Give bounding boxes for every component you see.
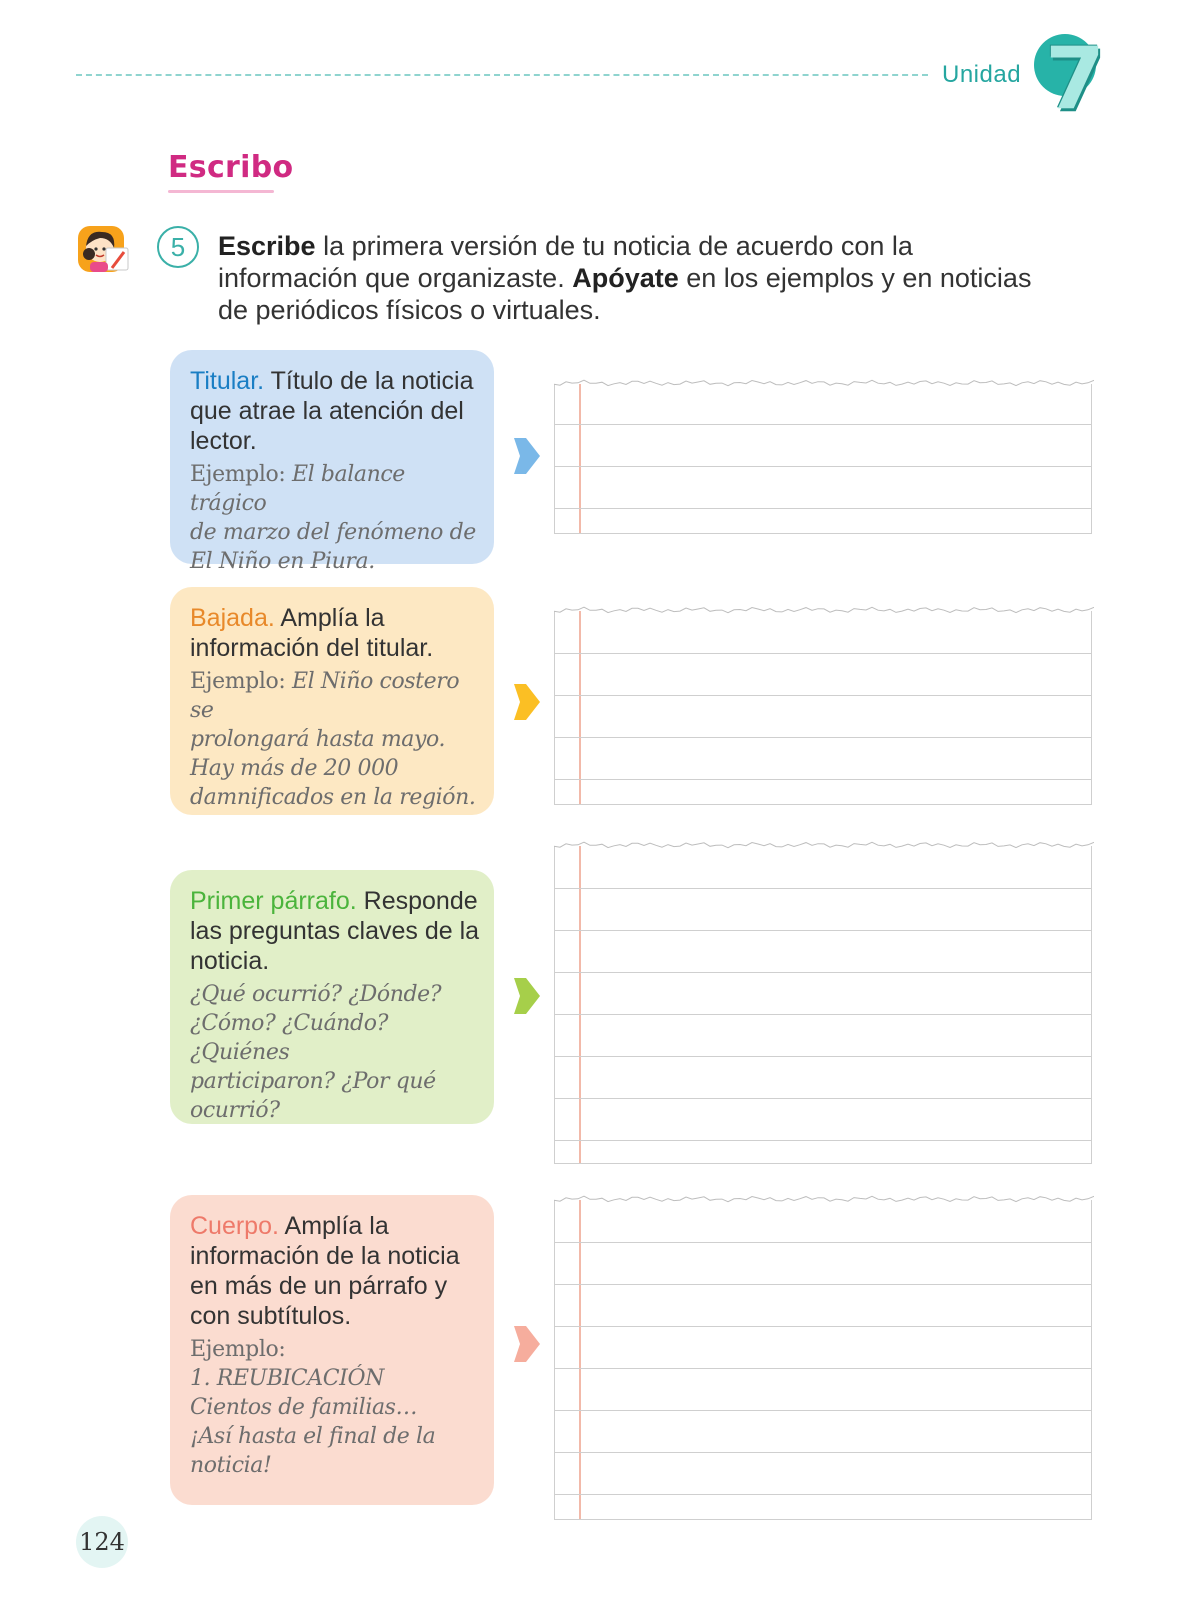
ruled-line xyxy=(555,779,1091,780)
instruction-verb-support: Apóyate xyxy=(572,263,679,293)
ruled-line xyxy=(555,1494,1091,1495)
example-line: participaron? ¿Por qué xyxy=(190,1069,436,1094)
example-line: ¿Qué ocurrió? ¿Dónde? xyxy=(190,982,442,1007)
example-line: ocurrió? xyxy=(190,1098,280,1123)
ruled-line xyxy=(555,1326,1091,1327)
page-number: 124 xyxy=(76,1516,128,1568)
example-line: ¡Así hasta el final de la xyxy=(190,1424,436,1449)
ruled-line xyxy=(555,466,1091,467)
example-line: noticia! xyxy=(190,1453,272,1478)
card-heading: Titular. xyxy=(190,367,265,395)
torn-paper-edge xyxy=(554,605,1094,615)
ruled-line xyxy=(555,1368,1091,1369)
card-description: Responde las preguntas claves de la noticia. xyxy=(190,887,480,975)
unit-number: 7 xyxy=(1045,29,1105,129)
writing-area-titular[interactable] xyxy=(554,384,1092,534)
ruled-line xyxy=(555,888,1091,889)
example-line: El Niño costero se xyxy=(190,669,460,723)
torn-paper-edge xyxy=(554,1194,1094,1204)
ruled-line xyxy=(555,653,1091,654)
ruled-line xyxy=(555,972,1091,973)
card-example xyxy=(190,1335,480,1480)
card-example xyxy=(190,980,480,1125)
example-line: 1. REUBICACIÓN xyxy=(190,1366,384,1391)
section-title-underline xyxy=(168,190,274,193)
ruled-line xyxy=(555,1098,1091,1099)
card-description: Amplía la información de la noticia en más de un párrafo y con subtítulos. xyxy=(190,1212,460,1330)
card-description: Amplía la información del titular. xyxy=(190,604,434,662)
instruction-text-1: la primera versión de tu noticia de acuerdo con la información que organizaste. xyxy=(218,231,913,293)
writing-area-primer-parrafo[interactable] xyxy=(554,846,1092,1164)
card-heading: Cuerpo. xyxy=(190,1212,279,1240)
activity-instruction xyxy=(218,230,1038,326)
torn-paper-edge xyxy=(554,840,1094,850)
card-description: Título de la noticia que atrae la atención del lector. xyxy=(190,367,474,455)
example-line: ¿Cómo? ¿Cuándo? ¿Quiénes xyxy=(190,1011,388,1065)
writing-girl-icon xyxy=(76,224,134,276)
example-line: El Niño en Piura. xyxy=(190,549,375,574)
step-number-badge: 5 xyxy=(157,226,199,268)
example-line: El balance trágico xyxy=(190,462,405,516)
example-label: Ejemplo: xyxy=(190,1337,286,1362)
unit-label: Unidad xyxy=(942,61,1022,88)
ruled-line xyxy=(555,1056,1091,1057)
ruled-line xyxy=(555,1410,1091,1411)
margin-line xyxy=(579,846,581,1163)
ruled-line xyxy=(555,508,1091,509)
example-line: prolongará hasta mayo. xyxy=(190,727,446,752)
card-heading: Primer párrafo. xyxy=(190,887,357,915)
card-cuerpo xyxy=(170,1195,494,1505)
example-line: de marzo del fenómeno de xyxy=(190,520,476,545)
example-label: Ejemplo: xyxy=(190,462,292,487)
ruled-line xyxy=(555,737,1091,738)
ruled-line xyxy=(555,1242,1091,1243)
instruction-text-2: en los ejemplos y en noticias de periódicos físicos o virtuales. xyxy=(218,263,1032,325)
arrow-right-icon xyxy=(514,676,540,728)
header-dashed-line xyxy=(76,74,928,76)
ruled-line xyxy=(555,1014,1091,1015)
example-label: Ejemplo: xyxy=(190,669,292,694)
ruled-line xyxy=(555,930,1091,931)
arrow-right-icon xyxy=(514,1318,540,1370)
ruled-line xyxy=(555,424,1091,425)
ruled-line xyxy=(555,1452,1091,1453)
arrow-right-icon xyxy=(514,430,540,482)
ruled-line xyxy=(555,1140,1091,1141)
ruled-line xyxy=(555,1284,1091,1285)
torn-paper-edge xyxy=(554,378,1094,388)
card-primer-parrafo xyxy=(170,870,494,1124)
card-example xyxy=(190,667,480,812)
card-bajada xyxy=(170,587,494,815)
card-example xyxy=(190,460,480,576)
example-line: damnificados en la región. xyxy=(190,785,476,810)
card-heading: Bajada. xyxy=(190,604,275,632)
arrow-right-icon xyxy=(514,970,540,1022)
instruction-verb-write: Escribe xyxy=(218,231,316,261)
writing-area-bajada[interactable] xyxy=(554,611,1092,805)
section-title: Escribo xyxy=(168,150,294,185)
ruled-line xyxy=(555,695,1091,696)
example-line: Hay más de 20 000 xyxy=(190,756,399,781)
margin-line xyxy=(579,384,581,533)
margin-line xyxy=(579,611,581,804)
margin-line xyxy=(579,1200,581,1519)
writing-area-cuerpo[interactable] xyxy=(554,1200,1092,1520)
example-line: Cientos de familias… xyxy=(190,1395,418,1420)
card-titular xyxy=(170,350,494,574)
